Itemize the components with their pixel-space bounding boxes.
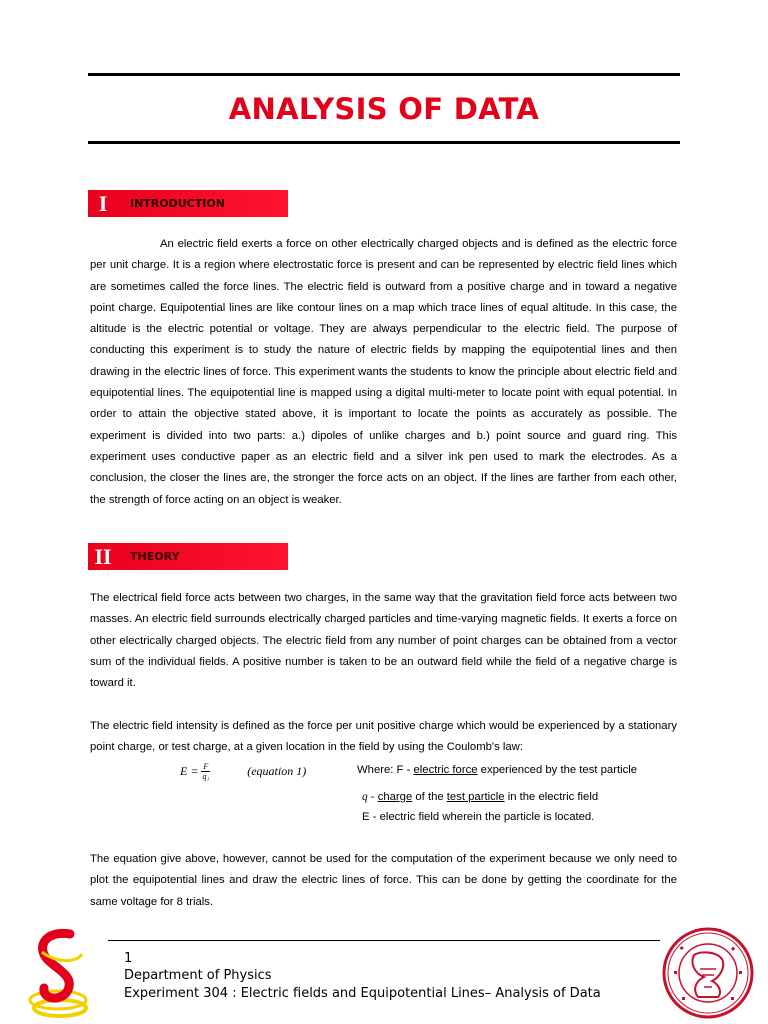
section-label: THEORY bbox=[130, 550, 180, 563]
where-q-line bbox=[362, 791, 598, 803]
where-q-mid: of the bbox=[412, 791, 447, 803]
section-header-theory bbox=[88, 543, 288, 570]
equation-denominator: q₁ bbox=[202, 772, 210, 781]
section-number: II bbox=[94, 543, 112, 569]
footer-experiment: Experiment 304 : Electric fields and Equipotential Lines– Analysis of Data bbox=[124, 986, 601, 1001]
equation-label: (equation 1) bbox=[247, 764, 307, 778]
department-logo-icon bbox=[24, 928, 94, 1020]
section-number: I bbox=[98, 190, 108, 216]
where-f-line bbox=[357, 764, 637, 776]
theory-paragraph-3: The equation give above, however, cannot be used for the computation of the experiment because we only need to plot the equipotential lines and draw the electric lines of force. This can be done by getting the coordinate for the same voltage for 8 trials. bbox=[90, 853, 677, 908]
top-rule bbox=[88, 73, 680, 76]
symbol-q: q bbox=[362, 791, 368, 803]
page-number: 1 bbox=[124, 951, 133, 966]
introduction-paragraph: An electric field exerts a force on other electrically charged objects and is defined as the electric force per unit charge. It is a region where electrostatic force is present and can be represented by electric field lines which are sometimes called the force lines. The electric field is outward from a positive charge and in toward a negative point charge. Equipotential lines are like contour lines on a map which trace lines of equal altitude. In this case, the altitude is the electric potential or voltage. They are always perpendicular to the electric field. The purpose of conducting this experiment is to study the nature of electric fields by mapping the equipotential lines and then drawing in the electric lines of force. This experiment wants the students to know the principle about electric field and equipotential lines. The equipotential line is mapped using a digital multi-meter to locate point with equal potential. In order to attain the objective stated above, it is important to locate the points as accurately as possible. The experiment is divided into two parts: a.) dipoles of unlike charges and b.) point source and guard ring. This experiment uses conductive paper as an electric field and a silver ink pen used to mark the electrodes. As a conclusion, the closer the lines are, the stronger the force acts on an object. If the lines are farther from each other, the strength of force acting on an object is weaker. bbox=[90, 238, 677, 506]
where-e-line: E - electric field wherein the particle is located. bbox=[362, 811, 595, 823]
equation-lhs: E = bbox=[180, 764, 199, 778]
term-test-particle: test particle bbox=[446, 791, 505, 803]
equation-1 bbox=[180, 762, 306, 781]
footer-department: Department of Physics bbox=[124, 968, 272, 983]
theory-paragraph-2: The electric field intensity is defined as the force per unit positive charge which would be experienced by a stationary point charge, or test charge, at a given location in the field by using the Coulomb's law: bbox=[90, 720, 677, 754]
where-f-rest: experienced by the test particle bbox=[477, 764, 638, 776]
equation-numerator: F bbox=[203, 762, 209, 771]
footer-rule bbox=[108, 940, 660, 941]
institute-seal-icon bbox=[660, 925, 756, 1021]
page-title: ANALYSIS OF DATA bbox=[228, 92, 540, 126]
term-electric-force: electric force bbox=[413, 764, 478, 776]
section-label: INTRODUCTION bbox=[130, 197, 225, 210]
where-q-rest: in the electric field bbox=[504, 791, 599, 803]
equation-fraction bbox=[201, 762, 210, 781]
title-bottom-rule bbox=[88, 141, 680, 144]
theory-paragraph-1: The electrical field force acts between two charges, in the same way that the gravitation field force acts between two masses. An electric field surrounds electrically charged particles and time-varying magnetic fields. It exerts a force on other electrically charged objects. The electric field from any number of point charges can be obtained from a vector sum of the individual fields. A positive number is taken to be an outward field while the field of a negative charge is toward it. bbox=[90, 592, 677, 690]
where-q-dash: - bbox=[367, 791, 378, 803]
where-prefix: Where: F - bbox=[357, 764, 414, 776]
term-charge: charge bbox=[377, 791, 413, 803]
section-header-introduction bbox=[88, 190, 288, 217]
